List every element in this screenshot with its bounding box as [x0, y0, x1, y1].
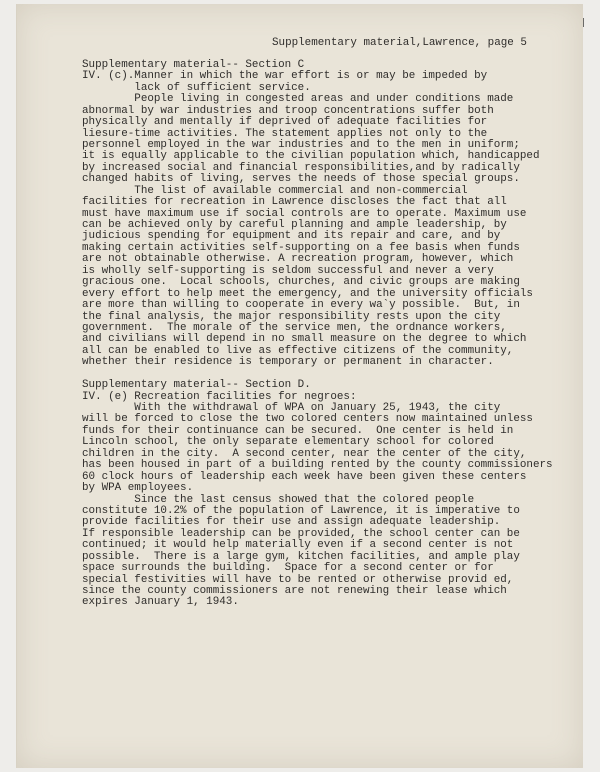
text-line: by WPA employees. [82, 482, 194, 495]
text-line: If responsible leadership can be provided, the school center can be [82, 527, 520, 540]
text-line: space surrounds the building. Space for a second center or for [82, 562, 494, 575]
section-c-subheading: lack of sufficient service. [82, 81, 311, 94]
text-line: are more than willing to cooperate in every wa`y possible. But, in [82, 299, 520, 312]
text-line: abnormal by war industries and troop concentrations suffer both [82, 104, 494, 117]
text-line: government. The morale of the service men, the ordnance workers, [82, 321, 507, 334]
text-line: making certain activities self-supporting on a fee basis when funds [82, 241, 520, 254]
text-line: Lincoln school, the only separate elementary school for colored [82, 436, 494, 449]
text-line: by increased social and financial responsibilities,and by radically [82, 161, 520, 174]
section-d-subheading: IV. (e) Recreation facilities for negroes: [82, 390, 357, 403]
text-line: every effort to help meet the emergency, and the university officials [82, 287, 533, 300]
text-line: Since the last census showed that the colored people [82, 493, 475, 506]
text-line: provide facilities for their use and assign adequate leadership. [82, 516, 501, 529]
page-header: Supplementary material,Lawrence, page 5 [272, 37, 527, 49]
text-line: expires January 1, 1943. [82, 596, 239, 609]
text-line: are not obtainable otherwise. A recreation program, however, which [82, 253, 514, 266]
text-line: continued; it would help materially even if a second center is not [82, 539, 514, 552]
text-line: and civilians will depend in no small measure on the degree to which [82, 333, 527, 346]
text-line: since the county commissioners are not renewing their lease which [82, 585, 507, 597]
text-line: children in the city. A second center, near the center of the city, [82, 447, 527, 460]
text-line: possible. There is a large gym, kitchen facilities, and ample play [82, 550, 520, 563]
text-line: must have maximum use if social controls are to operate. Maximum use [82, 207, 527, 220]
text-line: The list of available commercial and non-commercial [82, 184, 468, 197]
text-line: physically and mentally if deprived of adequate facilities for [82, 116, 488, 129]
text-line: all can be enabled to live as effective citizens of the community, [82, 344, 514, 357]
text-line: will be forced to close the two colored centers now maintained unless [82, 413, 533, 426]
text-line: it is equally applicable to the civilian population which, handicapped [82, 150, 540, 163]
page-edge-mark [583, 18, 584, 27]
text-line: People living in congested areas and under conditions made [82, 93, 514, 106]
section-c-heading: Supplementary material-- Section C [82, 58, 305, 71]
text-line: funds for their continuance can be secured. One center is held in [82, 424, 514, 437]
text-line: special festivities will have to be rented or otherwise provid ed, [82, 573, 514, 586]
text-line: liesure-time activities. The statement applies not only to the [82, 127, 488, 140]
text-line: whether their residence is temporary or permanent in character. [82, 356, 494, 369]
text-line: is wholly self-supporting is seldom successful and never a very [82, 264, 494, 277]
text-line: personnel employed in the war industries and to the men in uniform; [82, 138, 520, 151]
text-line: judicious spending for equipment and its repair and care, and by [82, 230, 501, 243]
text-line: the final analysis, the major responsibility rests upon the city [82, 310, 501, 323]
document-body [82, 37, 566, 609]
text-line: constitute 10.2% of the population of Lawrence, it is imperative to [82, 504, 520, 517]
text-line: facilities for recreation in Lawrence discloses the fact that all [82, 196, 507, 209]
text-line: changed habits of living, serves the needs of those special groups. [82, 173, 520, 186]
text-line: can be achieved only by careful planning and ample leadership, by [82, 219, 507, 231]
text-line: has been housed in part of a building rented by the county commissioners [82, 459, 553, 472]
text-line: gracious one. Local schools, churches, and civic groups are making [82, 276, 520, 289]
section-c-subheading: IV. (c).Manner in which the war effort is or may be impeded by [82, 70, 488, 83]
text-line: 60 clock hours of leadership each week have been given these centers [82, 470, 527, 483]
section-d-heading: Supplementary material-- Section D. [82, 379, 311, 392]
text-line: With the withdrawal of WPA on January 25, 1943, the city [82, 402, 501, 414]
